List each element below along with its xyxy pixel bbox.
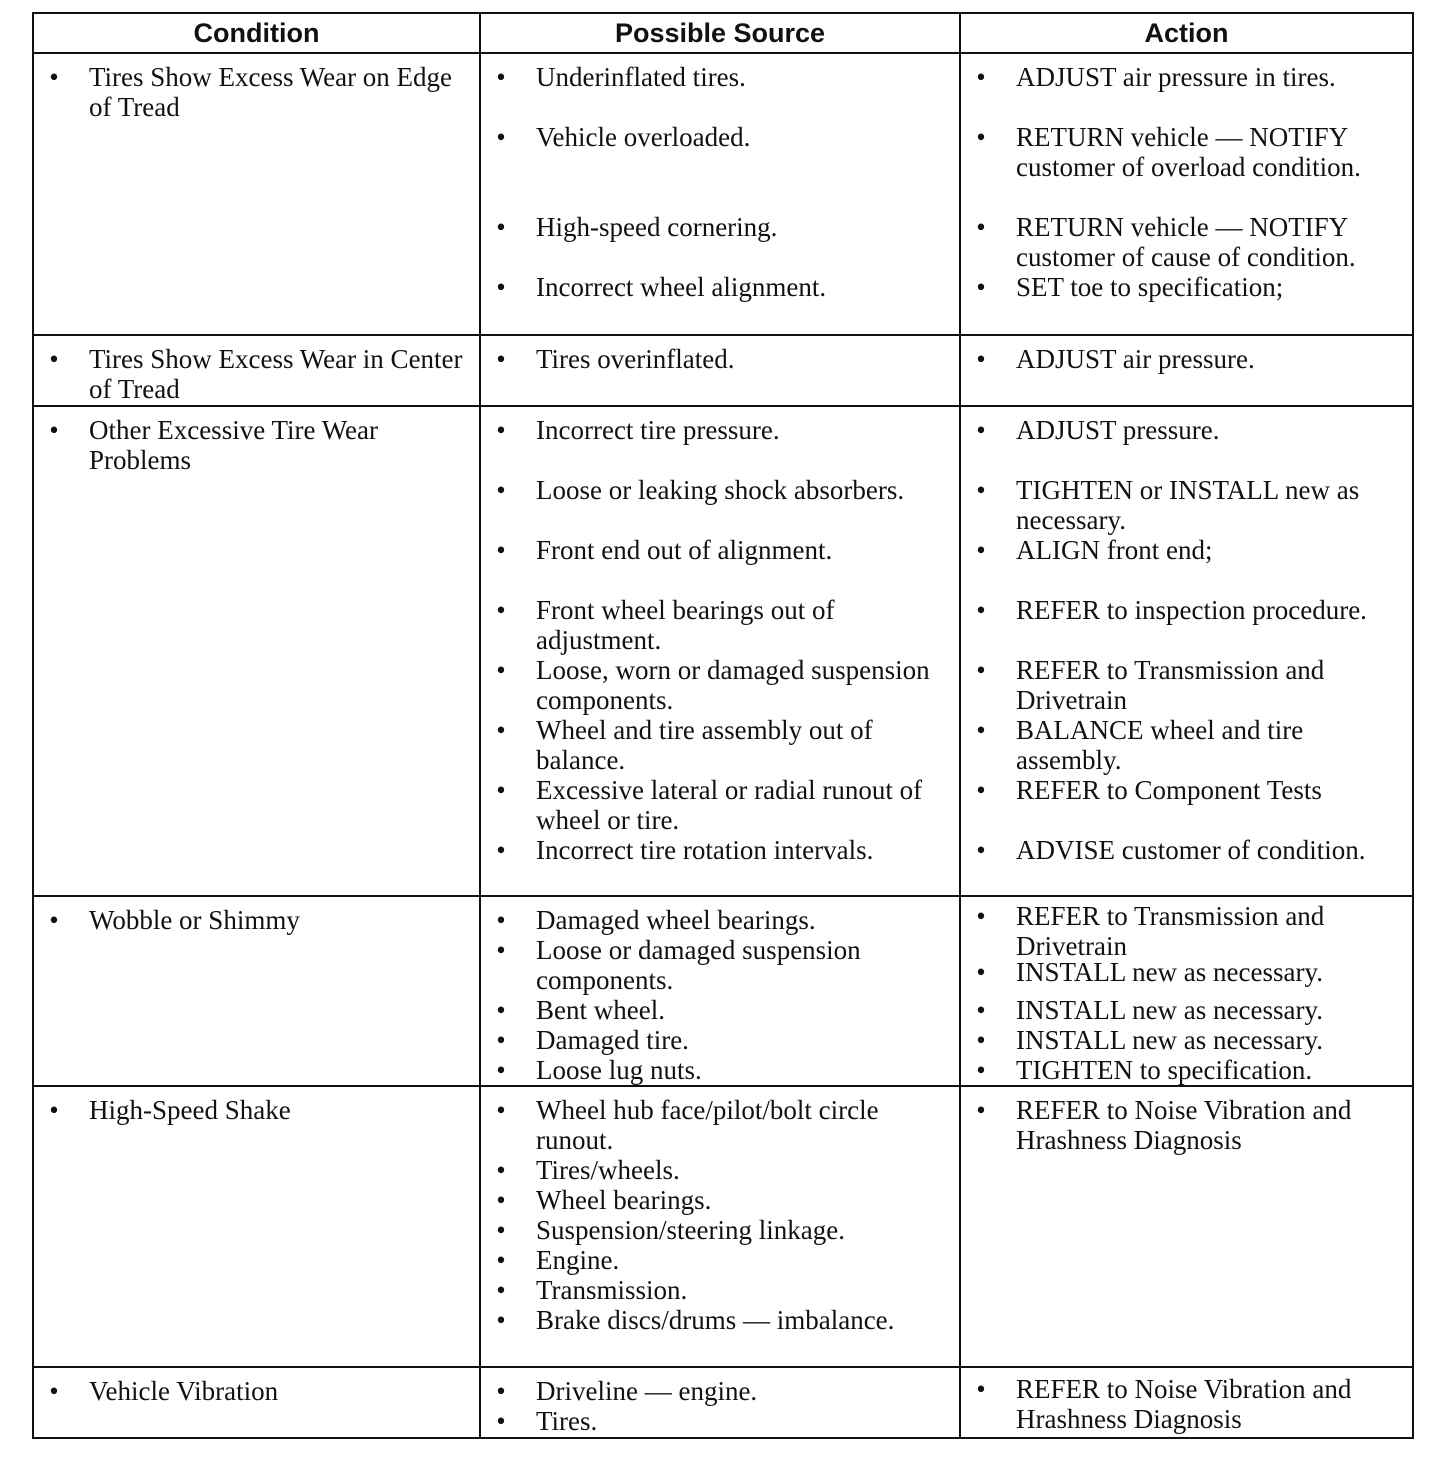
item-text: Loose, worn or damaged suspension components. bbox=[536, 655, 930, 715]
table-row bbox=[33, 335, 1413, 406]
item-text: SET toe to specification; bbox=[1016, 272, 1284, 302]
list-item bbox=[481, 655, 953, 715]
item-text: Excessive lateral or radial runout of wheel or tire. bbox=[536, 775, 923, 835]
bullet-icon: • bbox=[976, 62, 986, 92]
item-text: INSTALL new as necessary. bbox=[1016, 1025, 1323, 1055]
bullet-icon: • bbox=[976, 1095, 986, 1125]
list-item bbox=[961, 475, 1406, 535]
list-item bbox=[34, 344, 473, 404]
item-text: Incorrect tire rotation intervals. bbox=[536, 835, 874, 865]
list-item bbox=[961, 1055, 1406, 1085]
diagnosis-table bbox=[32, 12, 1414, 1439]
bullet-icon: • bbox=[976, 1025, 986, 1055]
bullet-icon: • bbox=[49, 1376, 59, 1406]
item-text: Other Excessive Tire Wear Problems bbox=[89, 415, 379, 475]
bullet-icon: • bbox=[496, 62, 506, 92]
item-text: INSTALL new as necessary. bbox=[1016, 995, 1323, 1025]
list-item bbox=[481, 1275, 953, 1305]
bullet-icon: • bbox=[49, 1095, 59, 1125]
bullet-icon: • bbox=[496, 655, 506, 685]
bullet-icon: • bbox=[49, 905, 59, 935]
action-cell bbox=[960, 53, 1413, 335]
list-item bbox=[481, 1155, 953, 1185]
item-text: TIGHTEN to specification. bbox=[1016, 1055, 1313, 1085]
table-row bbox=[33, 1367, 1413, 1438]
item-text: REFER to Component Tests bbox=[1016, 775, 1322, 805]
item-text: Wheel hub face/pilot/bolt circle runout. bbox=[536, 1095, 879, 1155]
bullet-icon: • bbox=[496, 1185, 506, 1215]
bullet-icon: • bbox=[496, 1055, 506, 1085]
bullet-icon: • bbox=[976, 957, 986, 987]
bullet-icon: • bbox=[496, 935, 506, 965]
bullet-icon: • bbox=[976, 212, 986, 242]
list-item bbox=[481, 835, 953, 865]
list-item bbox=[481, 1406, 953, 1436]
bullet-icon: • bbox=[976, 715, 986, 745]
list-item bbox=[481, 344, 953, 374]
bullet-icon: • bbox=[49, 415, 59, 445]
item-text: Driveline — engine. bbox=[536, 1376, 758, 1406]
bullet-icon: • bbox=[496, 1406, 506, 1436]
item-text: REFER to Transmission and Drivetrain bbox=[1016, 901, 1325, 961]
bullet-icon: • bbox=[976, 344, 986, 374]
item-text: Tires/wheels. bbox=[536, 1155, 680, 1185]
list-item bbox=[961, 1095, 1406, 1155]
bullet-icon: • bbox=[496, 1025, 506, 1055]
list-item bbox=[34, 1376, 473, 1406]
bullet-icon: • bbox=[976, 475, 986, 505]
item-text: INSTALL new as necessary. bbox=[1016, 957, 1323, 987]
bullet-icon: • bbox=[976, 775, 986, 805]
bullet-icon: • bbox=[496, 905, 506, 935]
table-row bbox=[33, 406, 1413, 896]
bullet-icon: • bbox=[976, 1374, 986, 1404]
condition-cell bbox=[33, 896, 480, 1086]
source-cell bbox=[480, 335, 960, 406]
bullet-icon: • bbox=[496, 1215, 506, 1245]
item-text: Front end out of alignment. bbox=[536, 535, 833, 565]
bullet-icon: • bbox=[496, 344, 506, 374]
item-text: High-speed cornering. bbox=[536, 212, 778, 242]
list-item bbox=[481, 1215, 953, 1245]
bullet-icon: • bbox=[496, 595, 506, 625]
list-item bbox=[961, 957, 1406, 987]
header-condition: Condition bbox=[33, 13, 480, 53]
bullet-icon: • bbox=[496, 1275, 506, 1305]
item-text: Tires Show Excess Wear in Center of Tread bbox=[89, 344, 463, 404]
list-item bbox=[34, 905, 473, 935]
bullet-icon: • bbox=[976, 901, 986, 931]
item-text: Incorrect wheel alignment. bbox=[536, 272, 827, 302]
item-text: Wheel and tire assembly out of balance. bbox=[536, 715, 873, 775]
list-item bbox=[961, 595, 1406, 625]
item-text: RETURN vehicle — NOTIFY customer of cause of condition. bbox=[1016, 212, 1356, 272]
bullet-icon: • bbox=[496, 1245, 506, 1275]
list-item bbox=[961, 655, 1406, 715]
bullet-icon: • bbox=[49, 344, 59, 374]
source-cell bbox=[480, 53, 960, 335]
bullet-icon: • bbox=[496, 775, 506, 805]
item-text: Damaged wheel bearings. bbox=[536, 905, 816, 935]
source-cell bbox=[480, 406, 960, 896]
condition-cell bbox=[33, 53, 480, 335]
list-item bbox=[961, 212, 1406, 272]
bullet-icon: • bbox=[976, 272, 986, 302]
action-cell bbox=[960, 1086, 1413, 1367]
list-item bbox=[961, 715, 1406, 775]
item-text: Wobble or Shimmy bbox=[89, 905, 300, 935]
item-text: REFER to Noise Vibration and Hrashness Diagnosis bbox=[1016, 1095, 1352, 1155]
bullet-icon: • bbox=[976, 595, 986, 625]
item-text: Loose or damaged suspension components. bbox=[536, 935, 861, 995]
bullet-icon: • bbox=[496, 415, 506, 445]
item-text: Engine. bbox=[536, 1245, 620, 1275]
item-text: Incorrect tire pressure. bbox=[536, 415, 780, 445]
list-item bbox=[961, 535, 1406, 565]
list-item bbox=[961, 835, 1406, 865]
bullet-icon: • bbox=[496, 995, 506, 1025]
item-text: REFER to inspection procedure. bbox=[1016, 595, 1367, 625]
list-item bbox=[481, 935, 953, 995]
list-item bbox=[481, 62, 953, 92]
list-item bbox=[34, 415, 473, 475]
list-item bbox=[481, 212, 953, 242]
item-text: Vehicle Vibration bbox=[89, 1376, 279, 1406]
list-item bbox=[961, 415, 1406, 445]
item-text: Vehicle overloaded. bbox=[536, 122, 751, 152]
action-cell bbox=[960, 406, 1413, 896]
item-text: TIGHTEN or INSTALL new as necessary. bbox=[1016, 475, 1360, 535]
list-item bbox=[481, 905, 953, 935]
item-text: Damaged tire. bbox=[536, 1025, 689, 1055]
item-text: Brake discs/drums — imbalance. bbox=[536, 1305, 895, 1335]
list-item bbox=[481, 1025, 953, 1055]
item-text: Tires Show Excess Wear on Edge of Tread bbox=[89, 62, 453, 122]
list-item bbox=[481, 1055, 953, 1085]
item-text: ADJUST pressure. bbox=[1016, 415, 1220, 445]
bullet-icon: • bbox=[976, 1055, 986, 1085]
list-item bbox=[481, 1095, 953, 1155]
bullet-icon: • bbox=[496, 1376, 506, 1406]
item-text: High-Speed Shake bbox=[89, 1095, 291, 1125]
item-text: Suspension/steering linkage. bbox=[536, 1215, 845, 1245]
list-item bbox=[961, 344, 1406, 374]
item-text: Wheel bearings. bbox=[536, 1185, 712, 1215]
list-item bbox=[961, 62, 1406, 92]
bullet-icon: • bbox=[496, 835, 506, 865]
action-cell bbox=[960, 896, 1413, 1086]
table-row bbox=[33, 896, 1413, 1086]
list-item bbox=[481, 415, 953, 445]
item-text: Bent wheel. bbox=[536, 995, 665, 1025]
bullet-icon: • bbox=[976, 415, 986, 445]
action-cell bbox=[960, 1367, 1413, 1438]
list-item bbox=[961, 1025, 1406, 1055]
bullet-icon: • bbox=[496, 475, 506, 505]
table-row bbox=[33, 1086, 1413, 1367]
list-item bbox=[481, 1305, 953, 1335]
list-item bbox=[481, 272, 953, 302]
source-cell bbox=[480, 1367, 960, 1438]
list-item bbox=[961, 995, 1406, 1025]
list-item bbox=[481, 535, 953, 565]
header-possible-source: Possible Source bbox=[480, 13, 960, 53]
bullet-icon: • bbox=[976, 995, 986, 1025]
condition-cell bbox=[33, 406, 480, 896]
list-item bbox=[961, 272, 1406, 302]
item-text: Front wheel bearings out of adjustment. bbox=[536, 595, 835, 655]
bullet-icon: • bbox=[496, 1095, 506, 1125]
list-item bbox=[961, 122, 1406, 182]
bullet-icon: • bbox=[496, 122, 506, 152]
list-item bbox=[481, 1376, 953, 1406]
bullet-icon: • bbox=[496, 212, 506, 242]
bullet-icon: • bbox=[496, 1155, 506, 1185]
action-cell bbox=[960, 335, 1413, 406]
list-item bbox=[481, 595, 953, 655]
condition-cell bbox=[33, 335, 480, 406]
item-text: Loose or leaking shock absorbers. bbox=[536, 475, 905, 505]
bullet-icon: • bbox=[976, 122, 986, 152]
list-item bbox=[481, 122, 953, 152]
item-text: BALANCE wheel and tire assembly. bbox=[1016, 715, 1304, 775]
item-text: ADJUST air pressure. bbox=[1016, 344, 1255, 374]
bullet-icon: • bbox=[496, 715, 506, 745]
item-text: Tires overinflated. bbox=[536, 344, 735, 374]
list-item bbox=[961, 1374, 1406, 1434]
header-action: Action bbox=[960, 13, 1413, 53]
item-text: Transmission. bbox=[536, 1275, 688, 1305]
item-text: Loose lug nuts. bbox=[536, 1055, 702, 1085]
header-row bbox=[33, 13, 1413, 53]
list-item bbox=[481, 715, 953, 775]
source-cell bbox=[480, 896, 960, 1086]
bullet-icon: • bbox=[49, 62, 59, 92]
list-item bbox=[34, 1095, 473, 1125]
list-item bbox=[961, 901, 1406, 961]
source-cell bbox=[480, 1086, 960, 1367]
bullet-icon: • bbox=[496, 1305, 506, 1335]
condition-cell bbox=[33, 1086, 480, 1367]
list-item bbox=[961, 775, 1406, 805]
list-item bbox=[481, 1245, 953, 1275]
item-text: REFER to Noise Vibration and Hrashness Diagnosis bbox=[1016, 1374, 1352, 1434]
bullet-icon: • bbox=[496, 535, 506, 565]
list-item bbox=[481, 1185, 953, 1215]
item-text: Tires. bbox=[536, 1406, 598, 1436]
list-item bbox=[481, 475, 953, 505]
table-row bbox=[33, 53, 1413, 335]
item-text: ADVISE customer of condition. bbox=[1016, 835, 1366, 865]
item-text: ALIGN front end; bbox=[1016, 535, 1213, 565]
bullet-icon: • bbox=[976, 655, 986, 685]
bullet-icon: • bbox=[976, 835, 986, 865]
item-text: Underinflated tires. bbox=[536, 62, 746, 92]
item-text: RETURN vehicle — NOTIFY customer of overload condition. bbox=[1016, 122, 1361, 182]
condition-cell bbox=[33, 1367, 480, 1438]
item-text: ADJUST air pressure in tires. bbox=[1016, 62, 1336, 92]
list-item bbox=[481, 995, 953, 1025]
list-item bbox=[481, 775, 953, 835]
bullet-icon: • bbox=[496, 272, 506, 302]
list-item bbox=[34, 62, 473, 122]
bullet-icon: • bbox=[976, 535, 986, 565]
item-text: REFER to Transmission and Drivetrain bbox=[1016, 655, 1325, 715]
